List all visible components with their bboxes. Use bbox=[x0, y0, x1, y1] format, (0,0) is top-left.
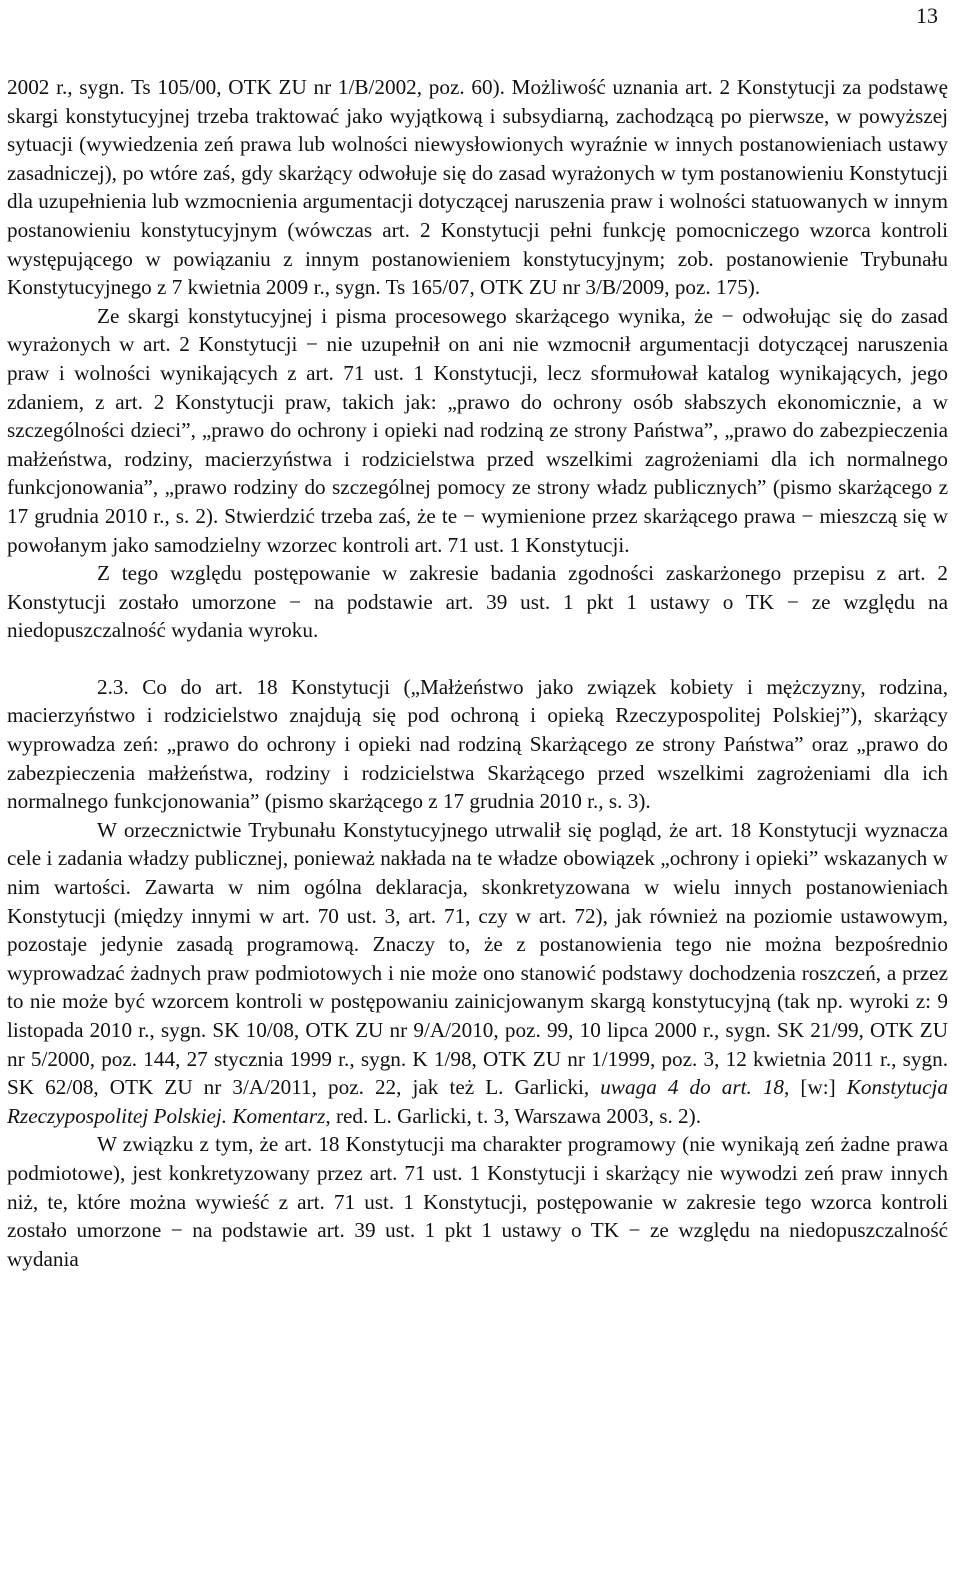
paragraph-complaint-analysis: Ze skargi konstytucyjnej i pisma procesowego skarżącego wynika, że − odwołując się do zasad wyrażonych w art. 2 Konstytucji − nie uzupełnił on ani nie wzmocnił argumentacji dotyczącej naruszenia praw i wolności wynikających z art. 71 ust. 1 Konstytucji, lecz sformułował katalog wynikających, jego zdaniem, z art. 2 Konstytucji praw, takich jak: „prawo do ochrony osób słabszych ekonomicznie, a w szczególności dzieci”, „prawo do ochrony i opieki nad rodziną ze strony Państwa”, „prawo do zabezpieczenia małżeństwa, rodziny, macierzyństwa i rodzicielstwa przed wszelkimi zagrożeniami dla ich normalnego funkcjonowania”, „prawo rodziny do szczególnej pomocy ze strony władz publicznych” (pismo skarżącego z 17 grudnia 2010 r., s. 2). Stwierdzić trzeba zaś, że te − wymienione przez skarżącego prawa − mieszczą się w powołanym jako samodzielny wzorzec kontroli art. 71 ust. 1 Konstytucji. bbox=[7, 303, 948, 557]
citation-text-end: , red. L. Garlicki, t. 3, Warszawa 2003, s. 2). bbox=[325, 1103, 702, 1128]
paragraph-discontinuation: Z tego względu postępowanie w zakresie badania zgodności zaskarżonego przepisu z art. 2 Konstytucji zostało umorzone − na podstawie art. 39 ust. 1 pkt 1 ustawy o TK − ze względu na niedopuszczalność wydania wyroku. bbox=[7, 561, 948, 643]
citation-text: , [w:] bbox=[784, 1075, 847, 1100]
page-number: 13 bbox=[916, 3, 938, 28]
paragraph-continuation: 2002 r., sygn. Ts 105/00, OTK ZU nr 1/B/2002, poz. 60). Możliwość uznania art. 2 Konstytucji za podstawę skargi konstytucyjnej trzeba traktować jako wyjątkową i subsydiarną, zachodzącą po pierwsze, w powyższej sytuacji (wywiedzenia zeń prawa lub wolności niewysłowionych wyraźnie w innych postanowieniach ustawy zasadniczej), po wtóre zaś, gdy skarżący odwołuje się do zasad wyrażonych w tym postanowieniu Konstytucji dla uzupełnienia lub wzmocnienia argumentacji dotyczącej naruszenia praw i wolności statuowanych w innym postanowieniu konstytucyjnym (wówczas art. 2 Konstytucji pełni funkcję pomocniczego wzorca kontroli występującego w powiązaniu z innym postanowieniem konstytucyjnym; zob. postanowienie Trybunału Konstytucyjnego z 7 kwietnia 2009 r., sygn. Ts 165/07, OTK ZU nr 3/B/2009, poz. 175). bbox=[7, 75, 948, 300]
section-2-3-paragraph: 2.3. Co do art. 18 Konstytucji („Małżeństwo jako związek kobiety i mężczyzny, rodzina, macierzyństwo i rodzicielstwo znajdują się pod ochroną i opieką Rzeczypospolitej Polskiej”), skarżący wyprowadza zeń: „prawo do ochrony i opieki nad rodziną Skarżącego ze strony Państwa” oraz „prawo do zabezpieczenia małżeństwa, rodziny i rodzicielstwa Skarżącego przed wszelkimi zagrożeniami dla ich normalnego funkcjonowania” (pismo skarżącego z 17 grudnia 2010 r., s. 3). bbox=[7, 674, 948, 814]
paragraph-case-law bbox=[7, 816, 948, 1131]
document-body bbox=[7, 73, 948, 1273]
case-law-text: W orzecznictwie Trybunału Konstytucyjnego utrwalił się pogląd, że art. 18 Konstytucji wyznacza cele i zadania władzy publicznej, ponieważ nakłada na te władze obowiązek „ochrony i opieki” wskazanych w nim wartości. Zawarta w nim ogólna deklaracja, skonkretyzowana w wielu innych postanowieniach Konstytucji (między innymi w art. 70 ust. 3, art. 71, czy w art. 72), jak również na poziomie ustawowym, pozostaje jedynie zasadą programową. Znaczy to, że z postanowienia tego nie można bezpośrednio wyprowadzać żadnych praw podmiotowych i nie może ono stanowić podstawy dochodzenia roszczeń, a przez to nie może być wzorcem kontroli w postępowaniu zainicjowanym skargą konstytucyjną (tak np. wyroki z: 9 listopada 2010 r., sygn. SK 10/08, OTK ZU nr 9/A/2010, poz. 99, 10 lipca 2000 r., sygn. SK 21/99, OTK ZU nr 5/2000, poz. 144, 27 stycznia 1999 r., sygn. K 1/98, OTK ZU nr 1/1999, poz. 3, 12 kwietnia 2011 r., sygn. SK 62/08, OTK ZU nr 3/A/2011, poz. 22, jak też L. Garlicki, bbox=[7, 817, 948, 1100]
paragraph-conclusion: W związku z tym, że art. 18 Konstytucji ma charakter programowy (nie wynikają zeń żadne prawa podmiotowe), jest konkretyzowany przez art. 71 ust. 1 Konstytucji i skarżący nie wywodzi zeń praw innych niż, te, które można wywieść z art. 71 ust. 1 Konstytucji, postępowanie w zakresie tego wzorca kontroli zostało umorzone − na podstawie art. 39 ust. 1 pkt 1 ustawy o TK − ze względu na niedopuszczalność wydania bbox=[7, 1132, 948, 1271]
citation-italic-note: uwaga 4 do art. 18 bbox=[600, 1075, 785, 1100]
citation-italic-title: Konstytucja Rzeczypospolitej Polskiej. Komentarz bbox=[7, 1075, 948, 1128]
